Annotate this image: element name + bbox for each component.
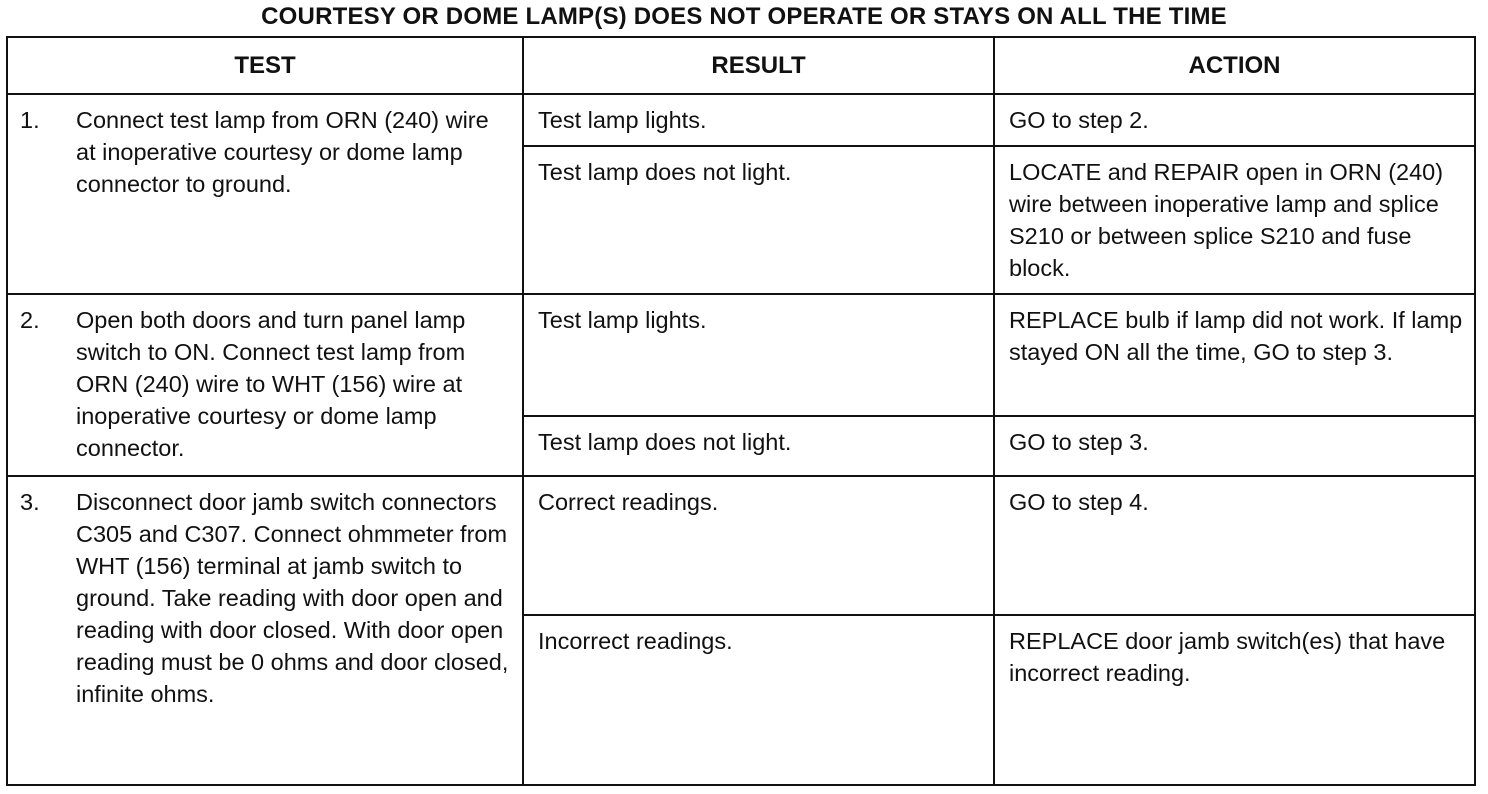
page-title: COURTESY OR DOME LAMP(S) DOES NOT OPERATE OR STAYS ON ALL THE TIME xyxy=(261,3,1227,30)
result-cell: Incorrect readings. xyxy=(523,615,994,785)
step-test-text: Disconnect door jamb switch connectors C305 and C307. Connect ohmmeter from WHT (156) terminal at jamb switch to ground. Take reading with door open and reading with door closed. With door open reading must be 0 ohms and door closed, infinite ohms. xyxy=(76,489,509,707)
test-cell-step-1 xyxy=(7,94,523,294)
result-cell: Correct readings. xyxy=(523,476,994,615)
action-cell: LOCATE and REPAIR open in ORN (240) wire between inoperative lamp and splice S210 or between splice S210 and fuse block. xyxy=(994,146,1475,294)
result-cell: Test lamp lights. xyxy=(523,294,994,416)
step-test-text: Open both doors and turn panel lamp switch to ON. Connect test lamp from ORN (240) wire to WHT (156) wire at inoperative courtesy or dome lamp connector. xyxy=(76,307,466,461)
table-row xyxy=(7,94,1475,146)
action-cell: REPLACE bulb if lamp did not work. If lamp stayed ON all the time, GO to step 3. xyxy=(994,294,1475,416)
result-cell: Test lamp does not light. xyxy=(523,416,994,476)
test-cell-step-2 xyxy=(7,294,523,476)
column-header-test: TEST xyxy=(7,37,523,94)
column-header-action: ACTION xyxy=(994,37,1475,94)
step-number: 2. xyxy=(20,307,40,333)
result-cell: Test lamp does not light. xyxy=(523,146,994,294)
table-row xyxy=(7,476,1475,615)
step-number: 1. xyxy=(20,107,40,133)
header-row xyxy=(7,37,1475,94)
result-cell: Test lamp lights. xyxy=(523,94,994,146)
test-cell-step-3 xyxy=(7,476,523,785)
action-cell: GO to step 4. xyxy=(994,476,1475,615)
action-cell: GO to step 3. xyxy=(994,416,1475,476)
step-number: 3. xyxy=(20,489,40,515)
table-row xyxy=(7,294,1475,416)
diagnostic-table xyxy=(6,36,1476,786)
action-cell: REPLACE door jamb switch(es) that have incorrect reading. xyxy=(994,615,1475,785)
step-test-text: Connect test lamp from ORN (240) wire at inoperative courtesy or dome lamp connector to ground. xyxy=(76,107,489,197)
column-header-result: RESULT xyxy=(523,37,994,94)
action-cell: GO to step 2. xyxy=(994,94,1475,146)
